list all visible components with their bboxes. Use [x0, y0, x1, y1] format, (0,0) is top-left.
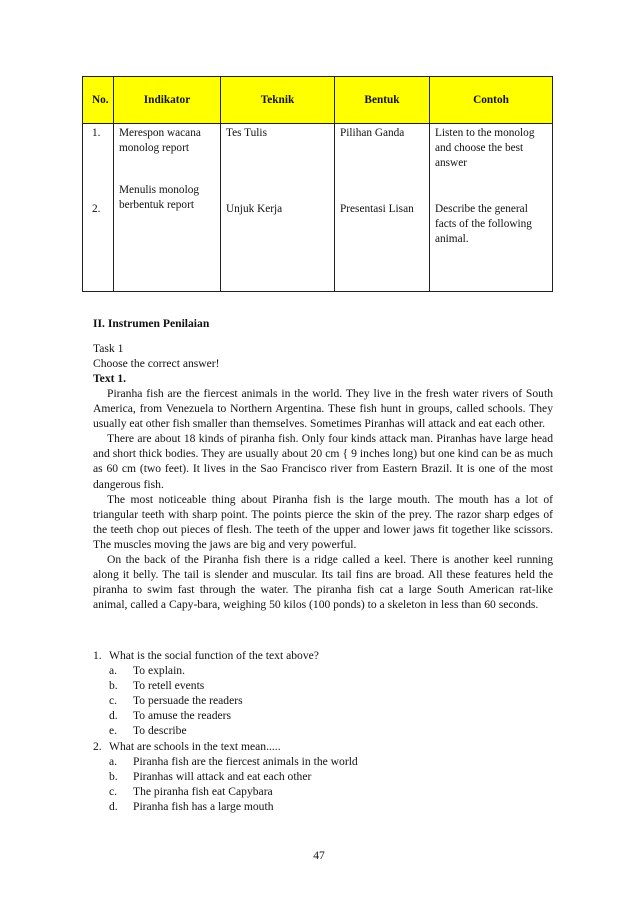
bentuk-1: Pilihan Ganda	[340, 127, 405, 139]
section-title: II. Instrumen Penilaian	[93, 317, 210, 330]
answer-option[interactable]	[93, 663, 553, 678]
reading-passage	[93, 386, 553, 612]
answer-option[interactable]	[93, 799, 553, 814]
header-teknik: Teknik	[221, 77, 335, 124]
cell-indikator	[114, 124, 221, 292]
answer-option[interactable]	[93, 754, 553, 769]
answer-option[interactable]	[93, 708, 553, 723]
teknik-1: Tes Tulis	[226, 127, 267, 139]
assessment-table	[82, 76, 553, 292]
instruction: Choose the correct answer!	[93, 357, 220, 370]
option-text: To describe	[133, 724, 187, 738]
teknik-2: Unjuk Kerja	[226, 203, 283, 215]
indicator-1: Merespon wacana monolog report	[119, 127, 201, 154]
option-text: Piranha fish are the fiercest animals in the world	[133, 755, 358, 769]
cell-teknik	[221, 124, 335, 292]
option-text: To explain.	[133, 664, 185, 678]
answer-option[interactable]	[93, 693, 553, 708]
answer-option[interactable]	[93, 723, 553, 738]
option-letter: c.	[109, 694, 118, 708]
row-number-2: 2.	[92, 203, 101, 215]
option-letter: d.	[109, 800, 118, 814]
option-letter: b.	[109, 679, 118, 693]
row-number-1: 1.	[92, 127, 101, 139]
table-header-row	[83, 77, 553, 124]
option-letter: a.	[109, 755, 118, 769]
contoh-1: Listen to the monolog and choose the best answer	[435, 127, 535, 169]
contoh-2: Describe the general facts of the following animal.	[435, 203, 532, 245]
option-text: To amuse the readers	[133, 709, 232, 723]
header-no: No.	[83, 77, 114, 124]
passage-paragraph: Piranha fish are the fiercest animals in the world. They live in the fresh water rivers of South America, from Venezuela to Northern Argentina. These fish hunt in groups, called schools. They usually eat other fish smaller than themselves. Sometimes Piranhas will attack and eat each other.	[93, 387, 553, 431]
option-text: Piranha fish has a large mouth	[133, 800, 274, 814]
option-letter: a.	[109, 664, 118, 678]
header-bentuk: Bentuk	[335, 77, 430, 124]
question-number: 2.	[93, 740, 102, 753]
option-letter: c.	[109, 785, 118, 799]
passage-paragraph: The most noticeable thing about Piranha fish is the large mouth. The mouth has a lot of triangular teeth with sharp point. The points pierce the skin of the prey. The razor sharp edges of the teeth chop out pieces of flesh. The teeth of the upper and lower jaws fit together like scissors. The muscles moving the jaws are big and very powerful.	[93, 492, 553, 551]
option-letter: d.	[109, 709, 118, 723]
answer-option[interactable]	[93, 769, 553, 784]
answer-option[interactable]	[93, 678, 553, 693]
question-stem	[93, 648, 553, 663]
cell-bentuk	[335, 124, 430, 292]
cell-no	[83, 124, 114, 292]
option-text: Piranhas will attack and eat each other	[133, 770, 312, 784]
header-contoh: Contoh	[430, 77, 553, 124]
question-1	[93, 648, 553, 739]
option-text: To persuade the readers	[133, 694, 243, 708]
option-letter: e.	[109, 724, 118, 738]
question-2	[93, 739, 553, 814]
cell-contoh	[430, 124, 553, 292]
header-indikator: Indikator	[114, 77, 221, 124]
page-number: 47	[313, 849, 325, 862]
question-text: What is the social function of the text above?	[109, 649, 319, 662]
passage-paragraph: There are about 18 kinds of piranha fish. Only four kinds attack man. Piranhas have large head and short thick bodies. They are usually about 20 cm { 9 inches long) but one kind can be as much as 60 cm (two feet). It lives in the Sao Francisco river from Eastern Brazil. It is one of the most dangerous fish.	[93, 432, 553, 491]
option-text: The piranha fish eat Capybara	[133, 785, 273, 799]
question-text: What are schools in the text mean.....	[109, 740, 281, 753]
question-number: 1.	[93, 649, 102, 662]
indicator-2: Menulis monolog berbentuk report	[119, 184, 200, 211]
option-text: To retell events	[133, 679, 205, 693]
task-label: Task 1	[93, 342, 124, 355]
passage-paragraph: On the back of the Piranha fish there is a ridge called a keel. There is another keel running along it belly. The tail is slender and muscular. Its tail fins are broad. All these features held the piranha to swim fast through the water. The piranha fish cat a large South American rat-like animal, called a Capy-bara, weighing 50 kilos (100 ponds) to a skeleton in less than 60 seconds.	[93, 553, 553, 612]
answer-option[interactable]	[93, 784, 553, 799]
bentuk-2: Presentasi Lisan	[340, 203, 414, 215]
table-row	[83, 124, 553, 292]
option-letter: b.	[109, 770, 118, 784]
text-label: Text 1.	[93, 372, 127, 385]
question-stem	[93, 739, 553, 754]
